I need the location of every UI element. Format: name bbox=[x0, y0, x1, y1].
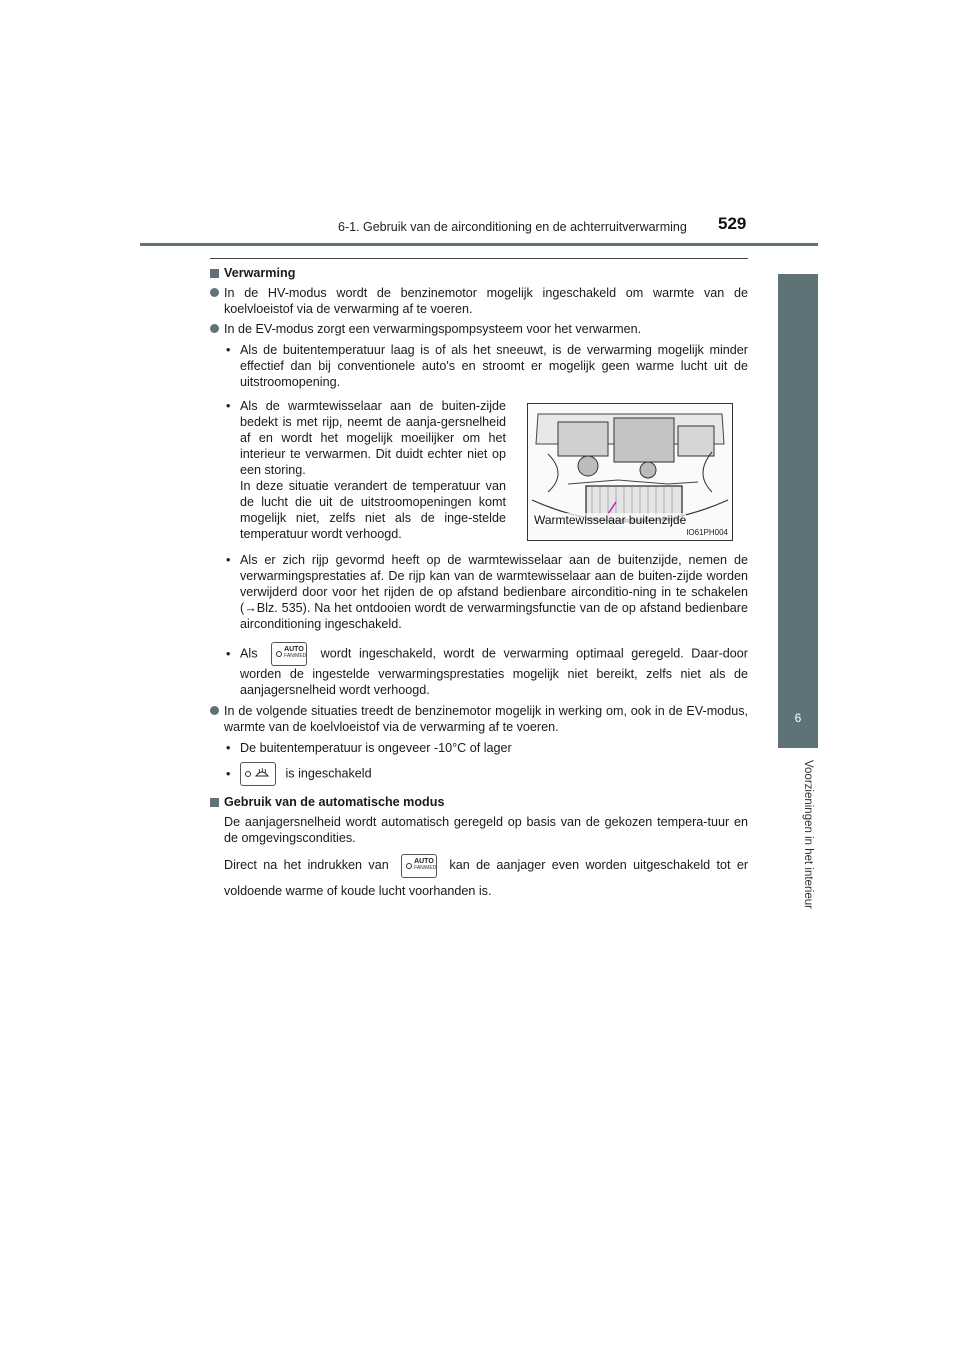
sub-item-defrost-button: • is ingeschakeld bbox=[210, 762, 748, 786]
sub-item-defrost: • Als er zich rijp gevormd heeft op de warmtewisselaar aan de buitenzijde, nemen de verwarmingsprestaties af. De rijp kan van de warmtewisselaar aan de buiten-zijde worden verwijderd door voor het rijden de op afstand bedienbare airconditio-ning in te schakelen (→Blz. 535). Na het ontdooien wordt de verwarmingsfunctie van de op afstand bedienbare airconditioning ingeschakeld. bbox=[226, 553, 748, 631]
round-bullet-icon bbox=[210, 324, 219, 333]
square-bullet-icon bbox=[210, 269, 219, 278]
figure-code: IO61PH004 bbox=[686, 528, 728, 537]
bullet-ev-mode: In de EV-modus zorgt een verwarmingspompsysteem voor het verwarmen. bbox=[210, 321, 748, 337]
sub-item-auto-button: • Als AUTO FAN/MED wordt ingeschakeld, wordt de verwarming optimaal geregeld. Daar-door worden de ingestelde verwarmingsprestaties mogelijk niet bereikt, zelfs niet als de aanjagersnelheid wordt verhoogd. bbox=[210, 642, 748, 698]
round-bullet-icon bbox=[210, 288, 219, 297]
header-rule bbox=[140, 243, 818, 246]
section-heading-verwarming: Verwarming bbox=[210, 265, 748, 281]
sub-item-minus-ten: • De buitentemperatuur is ongeveer -10°C of lager bbox=[226, 741, 512, 755]
auto-button-icon: AUTO FAN/MED bbox=[271, 642, 307, 666]
section-heading-auto-mode: Gebruik van de automatische modus bbox=[210, 794, 748, 810]
paragraph-auto-button: Direct na het indrukken van AUTO FAN/MED kan de aanjager even worden uitgeschakeld tot er voldoende warme of koude lucht voorhanden is. bbox=[210, 852, 748, 904]
sub-item-low-temp: • Als de buitentemperatuur laag is of als het sneeuwt, is de verwarming mogelijk minder effectief dan bij conventionele auto's en stroomt er mogelijk geen warme lucht uit de uitstroomopening. bbox=[226, 343, 748, 389]
content-rule bbox=[210, 258, 748, 259]
square-bullet-icon bbox=[210, 798, 219, 807]
chapter-tab-label: Voorzieningen in het interieur bbox=[802, 760, 814, 909]
side-rule bbox=[778, 274, 818, 689]
chapter-title: 6-1. Gebruik van de airconditioning en de achterruitverwarming bbox=[338, 220, 687, 234]
round-bullet-icon bbox=[210, 706, 219, 715]
paragraph-auto-fan: De aanjagersnelheid wordt automatisch geregeld op basis van de gekozen tempera-tuur en de omgevingscondities. bbox=[224, 815, 748, 845]
defroster-icon bbox=[254, 766, 270, 780]
bullet-engine-start: In de volgende situaties treedt de benzinemotor mogelijk in werking om, ook in de EV-modus, warmte van de koelvloeistof via de verwarming af te voeren. bbox=[210, 703, 748, 735]
chapter-tab: 6 bbox=[778, 688, 818, 748]
figure-label: Warmtewisselaar buitenzijde bbox=[534, 513, 687, 527]
page-number: 529 bbox=[718, 214, 747, 233]
front-defroster-button-icon bbox=[240, 762, 276, 786]
sub-item-frost: • Als de warmtewisselaar aan de buiten-zijde bedekt is met rijp, neemt de aanja-gersnelheid af en wordt het mogelijk moeilijker om het interieur te verwarmen. Dit duidt echter niet op een storing. In deze situatie verandert de temperatuur van de lucht die uit de uitstroomopeningen komt mogelijk niet, zelfs niet als de inge-stelde temperatuur wordt verhoogd. bbox=[226, 399, 506, 541]
engine-bay-illustration bbox=[527, 403, 733, 541]
bullet-hv-mode: In de HV-modus wordt de benzinemotor mogelijk ingeschakeld om warmte van de koelvloeistof via de verwarming af te voeren. bbox=[210, 285, 748, 317]
page-content bbox=[210, 265, 748, 907]
auto-button-icon: AUTO FAN/MED bbox=[401, 854, 437, 878]
